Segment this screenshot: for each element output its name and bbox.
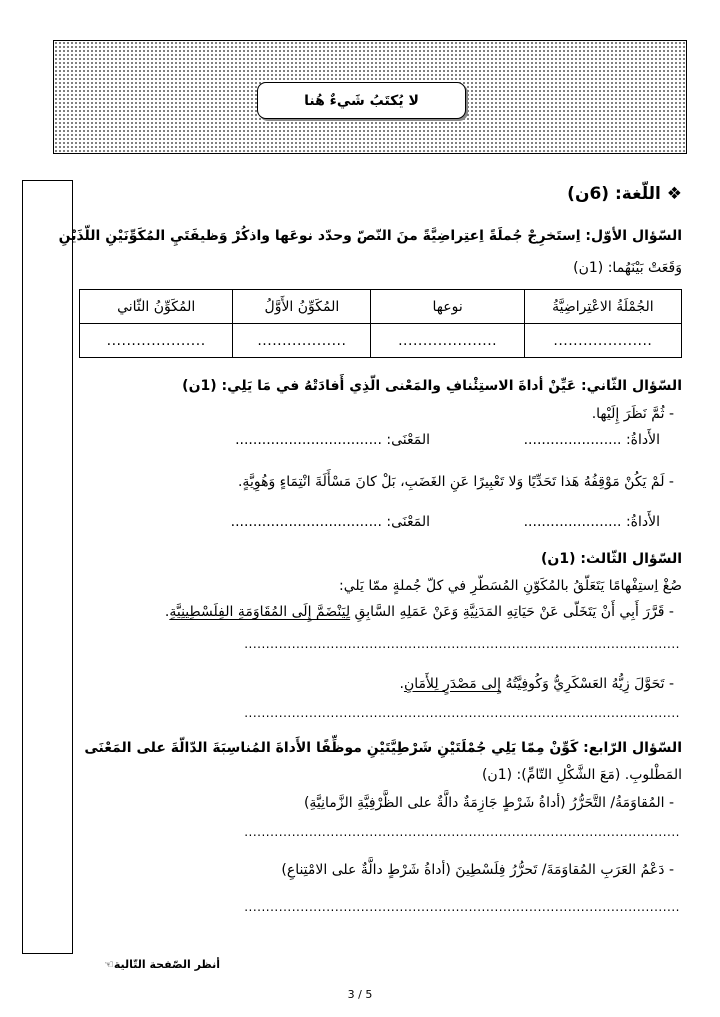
table-answer-cell[interactable]: ....................: [524, 324, 681, 358]
q3-item1-end: .: [164, 604, 170, 620]
table-answer-cell[interactable]: ....................: [80, 324, 233, 358]
q3-item2-end: .: [399, 676, 404, 692]
q3-item1-answer-line[interactable]: .....................................................................................................: [244, 637, 680, 651]
q3-item1-text: - قَرَّرَ أَبِي أَنْ يَتَخَلّى عَنْ حَيَاتِهِ المَدَنِيَّةِ وَعَنْ عَمَلِهِ السَّابِقِ: [350, 604, 674, 620]
q3-item2-underlined: إِلى مَصْدَرٍ لِلأَمَانِ: [403, 676, 502, 692]
table-answer-cell[interactable]: ..................: [233, 324, 371, 358]
no-write-label: لا يُكتَبُ شَيءٌ هُنا: [257, 82, 466, 119]
table-header: المُكَوِّنُ الثّاني: [80, 290, 233, 324]
q4-item1: - المُقاوَمَةُ/ التَّحَرُّرُ (أداةُ شَرْطٍ جَازِمَةٌ دالَّةٌ على الظَّرْفِيَّةِ الزَّمانِيَّةِ): [303, 795, 674, 811]
q3-item2: [399, 674, 674, 694]
q4-item1-answer-line[interactable]: .....................................................................................................: [244, 825, 680, 839]
q2-item1-tool-field[interactable]: الأَداةُ: ......................: [523, 432, 660, 448]
table-header: نوعها: [371, 290, 524, 324]
q3-title: السّؤال الثّالث: (1ن): [541, 551, 682, 567]
q2-item2: - لَمْ يَكُنْ مَوْقِفُهُ هَذا تَحَدِّيًا وَلا تَعْبِيرًا عَنِ الغَضَبِ، بَلْ كانَ مَسْأَلَةَ انْتِمَاءٍ وَهُوِيَّةٍ.: [237, 474, 674, 490]
q3-item1: [165, 602, 674, 622]
q3-item2-text: - تَحَوَّلَ زِيُّهُ العَسْكَرِيُّ وَكُوفِيَّتُهُ: [501, 676, 674, 692]
table-header: المُكَوِّنُ الأَوَّلُ: [233, 290, 371, 324]
q4-item2-answer-line[interactable]: .....................................................................................................: [244, 900, 680, 914]
q3-item1-underlined: لِيَنْضَمَّ إِلَى المُقَاوَمَةِ الفِلَسْطِينِيَّةِ: [169, 604, 351, 620]
q4-line1: السّؤال الرّابع: كَوِّنْ مِمّا يَلِي جُمْلَتَيْنِ شَرْطِيَّتَيْنِ موظِّفًا الأَداةَ المُناسِبَةَ الدّالّةَ على المَعْنَى: [84, 740, 682, 756]
q2-title: السّؤال الثّاني: عَيِّنْ أداةَ الاستِئْنافِ والمَعْنى الّذِي أَفادَتْهُ في مَا يَلِي: (1ن): [182, 378, 682, 394]
q1-line2: وَقَعَتْ بَيْنَهُما: (1ن): [573, 260, 682, 276]
q3-item2-answer-line[interactable]: .....................................................................................................: [244, 706, 680, 720]
q1-line1: السّؤال الأوّل: اِستَخرِجْ جُملَةً اِعتِراضِيَّةً منَ النّصّ وحدّد نوعَها واذكُرْ وَظيفَتَيِ المُكَوِّنَيْنِ اللّذَيْنِ: [58, 228, 682, 244]
q4-item2: - دَعْمُ العَرَبِ المُقاوَمَةَ/ تَحرُّرُ فِلَسْطِينَ (أداةُ شَرْطٍ دالَّةٌ على الامْتِناعِ): [281, 862, 674, 878]
q2-item2-tool-field[interactable]: الأَداةُ: ......................: [523, 514, 660, 530]
q2-item2-meaning-field[interactable]: المَعْنَى: ..................................: [230, 514, 430, 530]
q1-answer-table: [79, 289, 682, 358]
next-page-note: أنظر الصّفحة التّالية☜: [104, 958, 221, 971]
q4-line2: المَطْلوبِ. (مَعَ الشَّكْلِ التّامِّ): (1ن): [481, 767, 682, 783]
table-answer-cell[interactable]: ....................: [371, 324, 524, 358]
grading-margin-box: [22, 180, 73, 954]
q2-item1: - ثُمَّ نَظَرَ إِلَيْها.: [591, 406, 674, 422]
q2-item1-meaning-field[interactable]: المَعْنَى: .................................: [235, 432, 430, 448]
section-title: ❖ اللّغة: (6ن): [567, 184, 682, 204]
page-number: 3 / 5: [347, 988, 373, 1001]
q3-instruction: صُغْ اِستِفْهامًا يَتَعَلّقُ بالمُكَوّنِ المُسَطّرِ في كلّ جُملةٍ ممّا يَلي:: [339, 578, 682, 594]
table-header: الجُمْلَةُ الاعْتِراضِيَّةُ: [524, 290, 681, 324]
